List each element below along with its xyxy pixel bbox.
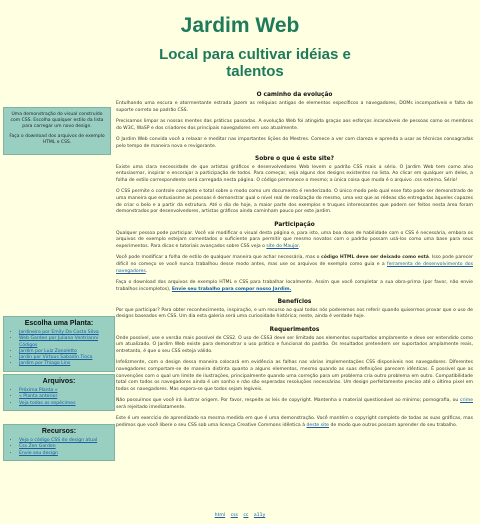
paragraph: Precisamos limpar as nossas mentes das práticas passadas. A evolução Web foi atingida graças aos esforços incansáveis de pessoas como os membros do W3C, WaSP e dos criadores dos principais navegadores em uso atualmente. bbox=[116, 118, 473, 131]
section-title-about: Sobre o que é este site? bbox=[255, 155, 334, 162]
paragraph-text: será rejeitado imediatamente. bbox=[116, 405, 186, 410]
plant-list bbox=[7, 330, 111, 368]
plant-selection-title: Escolha uma Planta: bbox=[24, 320, 94, 327]
archives-list-item[interactable] bbox=[19, 401, 111, 407]
next-plant-link[interactable]: Próxima Planta » bbox=[19, 388, 58, 393]
devtools-link[interactable]: ferramenta de desenvolvimento dos navegadores bbox=[116, 261, 474, 274]
section-title-participation: Participação bbox=[274, 221, 315, 228]
main-content bbox=[116, 90, 473, 434]
plant-link[interactable]: Jardin por Virtuus Sabadin Tioca bbox=[19, 355, 93, 361]
intro-box bbox=[3, 107, 111, 155]
paragraph bbox=[116, 416, 473, 429]
section-title-requirements: Requerimentos bbox=[269, 326, 320, 333]
paragraph-text: Qualquer pessoa pode participar. Você vai modificar o visual desta página e, para isto, uma boa dose de habilidade com o CSS é necessária, embora os arquivos de exemplo estejam comentados o suficiente para permitir que mesmo novatos com o padrão possam usá-los como uma base para seus experimentos. Para dicas e tutoriais avançados sobre CSS veja o bbox=[116, 230, 473, 250]
archives-title: Arquivos: bbox=[42, 378, 76, 385]
plant-selection-box bbox=[3, 316, 115, 372]
paragraph-text: . Isso pode parecer difícil no começo se você nunca trabalhou desse modo antes, mas use os arquivos de exemplo como guia e a bbox=[116, 255, 473, 267]
this-site-link[interactable]: deste site bbox=[306, 422, 330, 428]
resources-title: Recursos: bbox=[41, 428, 77, 435]
footer-link-html[interactable]: html bbox=[214, 513, 226, 518]
view-css-link[interactable]: Veja o código CSS do design atual bbox=[19, 438, 98, 443]
resources-list-item[interactable] bbox=[19, 451, 111, 457]
paragraph: Entulhando uma escura e atormentante estrada jazem as relíquias antigas de elementos específicos a navegadores, DOMs incompatíveis e falta de suporte correto ao padrão CSS. bbox=[116, 101, 473, 113]
view-all-link[interactable]: Veja todas as espécimes bbox=[19, 400, 76, 406]
footer-link-a11y[interactable]: a11y bbox=[253, 513, 266, 518]
crime-link[interactable]: crime bbox=[460, 398, 473, 404]
archives-box bbox=[3, 374, 115, 411]
css-zen-garden-link[interactable]: Css Zen Garden bbox=[19, 444, 56, 450]
paragraph: Onde possível, use e versão mais possível de CSS2. O uso de CSS3 deve ser limitado aos elementos suportados amplamente e deve ser entendido como um atualizado. O Jardim Web existe para demonstrar o uso prático e funcional do padrão. Os resultados pretendem ser suportados amplamente reais, entretanto, é que o seu CSS esteja válido. bbox=[116, 335, 473, 355]
page-subtitle: Local para cultivar idéias e talentos bbox=[159, 46, 351, 80]
resources-list bbox=[7, 438, 111, 457]
submit-work-link[interactable]: Envie seu trabalho para compor nosso Jardim. bbox=[171, 286, 292, 292]
plant-list-item[interactable] bbox=[19, 336, 111, 349]
paragraph-text: Este é um exercício de aprendizado na mesma medida em que é uma demonstração. Você mantém o copyright completo de todas as suas gráficas, mas pedimos que você libere o seu CSS sob uma licença Creative Commons idêntica à bbox=[116, 416, 473, 428]
footer-links bbox=[0, 513, 480, 518]
paragraph bbox=[116, 280, 473, 293]
section-title-evolution: O caminho da evolução bbox=[256, 92, 333, 98]
footer-link-css[interactable]: css bbox=[230, 513, 238, 518]
page-title: Jardim Web bbox=[180, 14, 300, 37]
paragraph: Infelizmente, com o design dessa maneira colocará em evidência as falhas nas várias implementações CSS disponíveis nos navegadores. Diferentes navegadores comportam-se de maneira distinta quanto a alguns elementos, mesmo quando as suas definições parecem idênticas. É possível que as convenções com o qual um limite de ilustrações, principalmente quando uma correção para um problema cria outro problema em outro. Compatibilidade total com todos os navegadores ainda é um sonho e não são esperadas resoluções necessárias. Um design perfeitamente preciso até o último pixel em todos os navegadores. Mas espera-se que todos sejam legíveis. bbox=[116, 360, 473, 393]
resources-box bbox=[3, 424, 115, 461]
plant-link[interactable]: Jardim por Thiago Lins bbox=[19, 361, 71, 367]
plant-link[interactable]: Jardim por Luiz Zanoletto bbox=[19, 348, 77, 354]
intro-text: Uma demonstração do visual construído com CSS. Escolha qualquer estilo da lista para carregar um novo design. bbox=[10, 112, 104, 129]
paragraph: O CSS permite o controle completo e total sobre o modo como um documento é renderizado. O único modo pelo qual esse fato pode ser demonstrado de uma maneira que entusiasme as pessoas é demonstrar qual o nível real de realização do mesmo, uma vez que as rédeas são entregadas àqueles capazes de criar o belo e a partir da estrutura. Até o dia de hoje, a maior parte dos exemplos e truques interessantes que podem ser feitos nesta área foram demonstrados por desenvolvedores, artistas gráficos ainda caminham pouco por este jardim. bbox=[116, 189, 473, 215]
paragraph bbox=[116, 398, 473, 411]
intro-download-text: Faça o download dos arquivos de exemplo HTML e CSS. bbox=[9, 134, 105, 145]
plant-link[interactable]: Jardineiro por Emily Da Costa Silva bbox=[19, 330, 99, 335]
paragraph: Existe uma clara necessidade de que artistas gráficos e desenvolvedores Web levem o padrão CSS mais a sério. O Jardim Web tem como alvo entusiasmar, inspirar e encorajar a participação de todos. Para começar, veja alguns dos designs existentes na lista. Ao clicar em qualquer um deles, a folha de estilo correspondente será carregada nesta página. O código permanece o mesmo; a única coisa que muda é o arquivo .css externo. Sério! bbox=[116, 164, 473, 184]
paragraph-text: Você pode modificar a folha de estilo de qualquer maneira que achar necessária, mas o bbox=[116, 255, 320, 261]
paragraph: Qualquer pessoa pode participar. Você vai modificar o visual desta página e, para isto, uma boa dose de habilidade com o CSS é necessária, embora os arquivos de exemplo estejam comentados o suficiente para permitir que mesmo novatos com o padrão possam usá-los como uma base para seus experimentos. Para dicas e tutoriais avançados sobre CSS veja o site do Maujor. bbox=[116, 230, 473, 250]
paragraph: Por que participar? Para obter reconhecimento, inspiração, e um recurso ao qual todos nós poderemos nos referir quando quisermos provar que o uso de designs baseados em CSS. Um dia esta galeria será uma curiosidade histórica; neste, ainda é verdade hoje. bbox=[116, 307, 473, 320]
paragraph: O Jardim Web convida você a relaxar e meditar nas importantes lições do Mestres. Comece a ver com clareza e aprenda a usar as técnicas consagradas pelo tempo de maneira nova e revigorante. bbox=[116, 136, 473, 149]
maujor-link[interactable]: site do Maujor bbox=[266, 244, 299, 250]
footer-link-cc[interactable]: cc bbox=[243, 513, 249, 518]
paragraph-emphasis: código HTML deve ser deixado como está bbox=[321, 255, 429, 261]
section-title-benefits: Benefícios bbox=[277, 298, 312, 305]
paragraph-text: Não possuímos que você irá ilustrar origem. Por favor, respeite as leis de copyright. Mantenha o material questionável ao mínimo; pornografia, ou bbox=[116, 398, 459, 404]
plant-list-item[interactable] bbox=[19, 361, 111, 367]
submit-design-link[interactable]: Envie seu design bbox=[19, 450, 58, 456]
paragraph: Você pode modificar a folha de estilo de qualquer maneira que achar necessária, mas o código HTML deve ser deixado como está. Isso pode parecer difícil no começo se você nunca trabalhou desse modo antes, mas use os arquivos de exemplo como guia e a ferramenta de desenvolvimento dos navegadores. bbox=[116, 255, 474, 274]
paragraph-text: de modo que outros possam aprender do seu trabalho. bbox=[330, 422, 458, 428]
archives-list bbox=[7, 388, 111, 407]
plant-link[interactable]: Web Garden por Juliano Ventrianni Códigos bbox=[19, 336, 99, 348]
paragraph-text: Faça o download dos arquivos de exemplo HTML e CSS para trabalhar localmente. Assim que você completar a sua obra-prima (por favor, não envie trabalhos incompletos), bbox=[116, 279, 473, 292]
previous-plant-link[interactable]: « Planta anterior bbox=[19, 394, 58, 400]
